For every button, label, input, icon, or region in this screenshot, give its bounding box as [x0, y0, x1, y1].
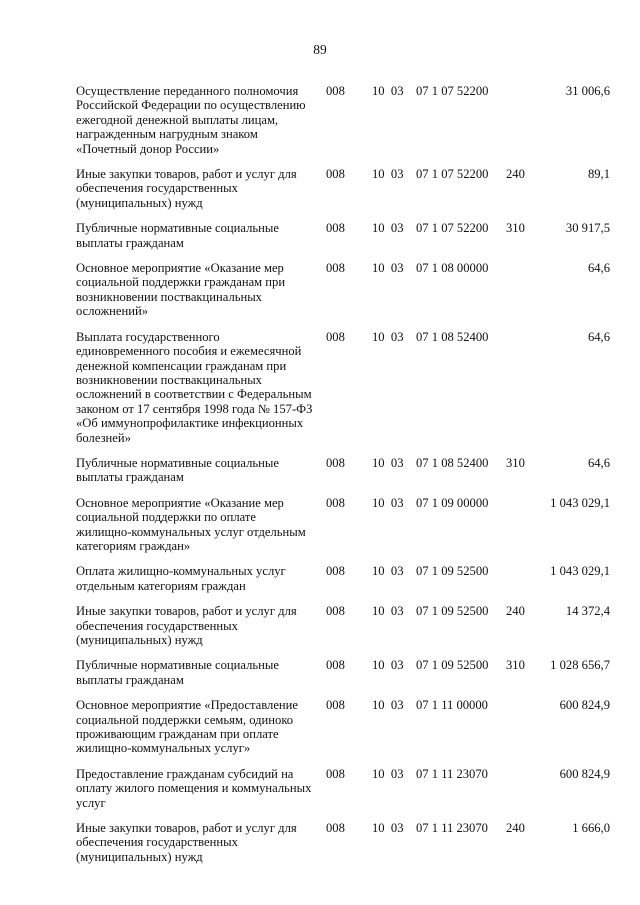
target-article: 07 1 08 52400	[416, 455, 489, 470]
expense-type: 310	[506, 455, 525, 470]
section-code: 10 03	[372, 455, 404, 470]
ministry-code: 008	[326, 604, 345, 619]
section-code: 10 03	[372, 821, 404, 836]
table-row	[76, 330, 610, 445]
amount: 1 043 029,1	[550, 564, 610, 579]
section-code: 10 03	[372, 261, 404, 276]
ministry-code: 008	[326, 658, 345, 673]
ministry-code: 008	[326, 84, 345, 98]
target-article: 07 1 09 52500	[416, 564, 489, 579]
expense-type: 310	[506, 221, 525, 236]
amount: 89,1	[587, 167, 610, 182]
ministry-code: 008	[326, 329, 345, 344]
target-article: 07 1 07 52200	[416, 221, 489, 236]
row-name: Публичные нормативные социальные выплаты гражданам	[76, 221, 279, 250]
target-article: 07 1 09 52500	[416, 604, 489, 619]
table-row	[76, 767, 610, 810]
row-name: Выплата государственного единовременного пособия и ежемесячной денежной компенсации гражданам при возникновении поствакцинальных осложнений в соответствии с Федеральным законом от 17 сентября 1998 года № 157-ФЗ «Об иммунопрофилактике инфекционных болезней»	[76, 329, 313, 445]
amount: 31 006,6	[565, 84, 610, 98]
page-number: 89	[313, 42, 327, 57]
target-article: 07 1 09 00000	[416, 495, 489, 510]
section-code: 10 03	[372, 658, 404, 673]
ministry-code: 008	[326, 261, 345, 276]
row-name: Иные закупки товаров, работ и услуг для обеспечения государственных (муниципальных) нужд	[76, 821, 297, 864]
ministry-code: 008	[326, 495, 345, 510]
section-code: 10 03	[372, 167, 404, 182]
section-code: 10 03	[372, 329, 404, 344]
target-article: 07 1 09 52500	[416, 658, 489, 673]
row-name: Предоставление гражданам субсидий на оплату жилого помещения и коммунальных услуг	[76, 766, 312, 810]
section-code: 10 03	[372, 564, 404, 579]
target-article: 07 1 08 00000	[416, 261, 489, 276]
amount: 30 917,5	[565, 221, 610, 236]
amount: 14 372,4	[565, 604, 610, 619]
ministry-code: 008	[326, 766, 345, 781]
table-row	[76, 821, 610, 864]
table-row	[76, 658, 610, 687]
table-row	[76, 221, 610, 250]
row-name: Иные закупки товаров, работ и услуг для обеспечения государственных (муниципальных) нужд	[76, 604, 297, 647]
ministry-code: 008	[326, 167, 345, 182]
row-name: Основное мероприятие «Предоставление социальной поддержки семьям, одиноко проживающим гражданам при оплате жилищно-коммунальных услуг»	[76, 698, 298, 756]
ministry-code: 008	[326, 455, 345, 470]
row-name: Основное мероприятие «Оказание мер социальной поддержки гражданам при возникновении поствакцинальных осложнений»	[76, 261, 286, 319]
section-code: 10 03	[372, 84, 404, 98]
table-row	[76, 84, 610, 156]
ministry-code: 008	[326, 698, 345, 713]
section-code: 10 03	[372, 766, 404, 781]
target-article: 07 1 11 23070	[416, 821, 488, 836]
table-row	[76, 496, 610, 554]
table-row	[76, 604, 610, 647]
ministry-code: 008	[326, 221, 345, 236]
target-article: 07 1 11 23070	[416, 766, 488, 781]
table-row	[76, 167, 610, 210]
target-article: 07 1 11 00000	[416, 698, 488, 713]
row-name: Основное мероприятие «Оказание мер социальной поддержки по оплате жилищно-коммунальных услуг отдельным категориям граждан»	[76, 495, 306, 553]
table-row	[76, 261, 610, 319]
section-code: 10 03	[372, 221, 404, 236]
expense-type: 310	[506, 658, 525, 673]
amount: 600 824,9	[559, 698, 610, 713]
row-name: Публичные нормативные социальные выплаты гражданам	[76, 455, 279, 485]
section-code: 10 03	[372, 495, 404, 510]
amount: 600 824,9	[559, 766, 610, 781]
section-code: 10 03	[372, 604, 404, 619]
ministry-code: 008	[326, 821, 345, 836]
table-row	[76, 698, 610, 756]
amount: 64,6	[587, 455, 610, 470]
table-row	[76, 456, 610, 485]
amount: 1 666,0	[572, 821, 610, 836]
row-name: Иные закупки товаров, работ и услуг для обеспечения государственных (муниципальных) нужд	[76, 167, 297, 210]
section-code: 10 03	[372, 698, 404, 713]
amount: 64,6	[587, 261, 610, 276]
amount: 1 028 656,7	[550, 658, 610, 673]
target-article: 07 1 07 52200	[416, 167, 489, 182]
amount: 1 043 029,1	[550, 495, 610, 510]
expense-type: 240	[506, 821, 525, 836]
row-name: Оплата жилищно-коммунальных услуг отдельным категориям граждан	[76, 564, 286, 593]
ministry-code: 008	[326, 564, 345, 579]
expense-type: 240	[506, 604, 525, 619]
budget-table	[76, 84, 610, 875]
table-row	[76, 564, 610, 593]
row-name: Осуществление переданного полномочия Российской Федерации по осуществлению ежегодной денежной выплаты лицам, награжденным нагрудным знаком «Почетный донор России»	[76, 84, 306, 156]
target-article: 07 1 08 52400	[416, 329, 489, 344]
amount: 64,6	[587, 329, 610, 344]
expense-type: 240	[506, 167, 525, 182]
row-name: Публичные нормативные социальные выплаты гражданам	[76, 658, 279, 687]
target-article: 07 1 07 52200	[416, 84, 489, 98]
